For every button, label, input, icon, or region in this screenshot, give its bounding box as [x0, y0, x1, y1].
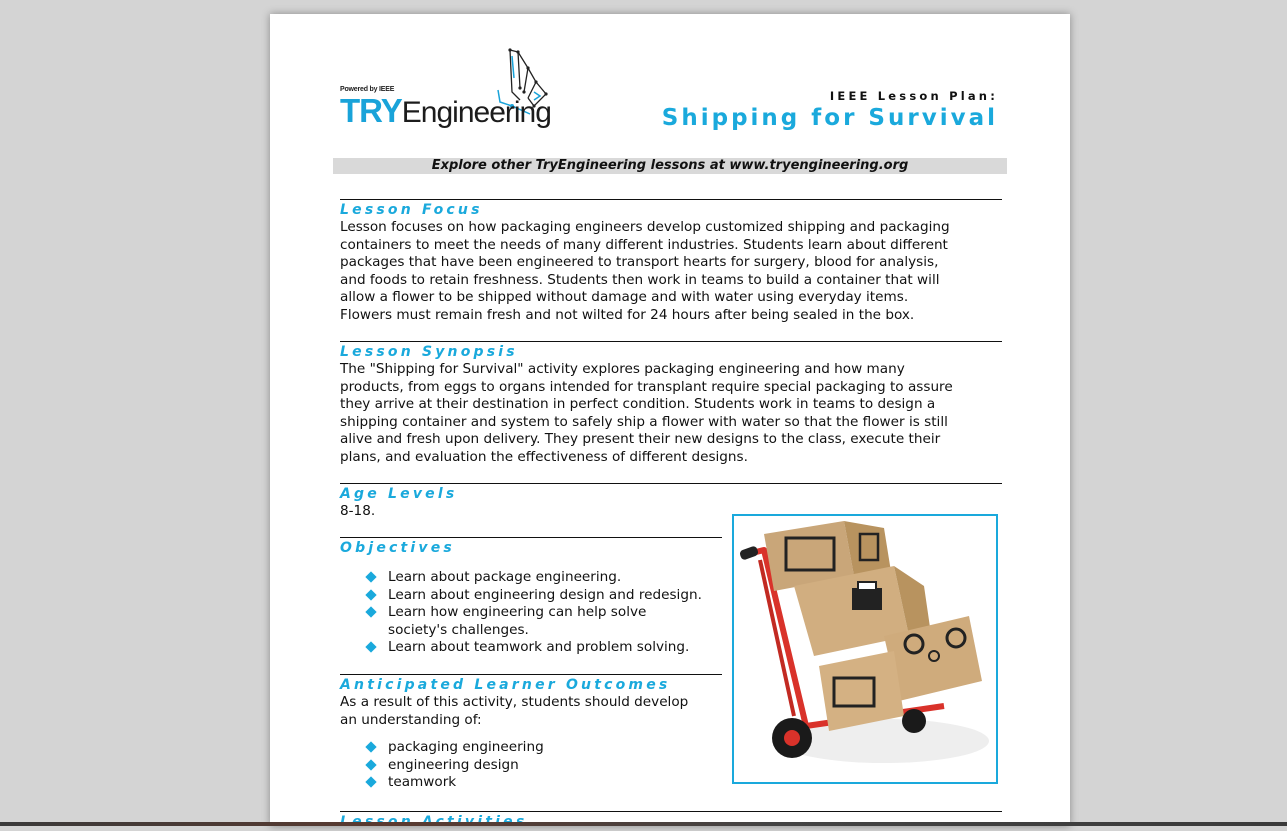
logo-wordmark: [340, 94, 551, 130]
text-line: an understanding of:: [340, 711, 482, 728]
taskbar-strip: [0, 822, 1287, 826]
lesson-activities-section: [340, 811, 1002, 831]
divider: [340, 674, 722, 675]
divider: [340, 483, 1002, 484]
tryengineering-logo: [340, 48, 550, 132]
outcomes-list: [340, 739, 722, 792]
section-title: Age Levels: [340, 486, 458, 502]
text-line: plans, and evaluation the effectiveness of different designs.: [340, 448, 748, 465]
lesson-synopsis-section: [340, 341, 1002, 466]
document-page: [270, 14, 1070, 826]
section-title: Lesson Focus: [340, 202, 483, 218]
plan-label: IEEE Lesson Plan:: [829, 89, 998, 103]
diamond-bullet-icon: [365, 741, 376, 752]
logo-engineering: Engineering: [401, 96, 551, 129]
section-title: Objectives: [340, 540, 455, 556]
logo-try: TRY: [340, 92, 402, 129]
divider: [340, 341, 1002, 342]
text-line: shipping container and system to safely ship a flower with water so that the flower is still: [340, 413, 948, 430]
section-title: Lesson Synopsis: [340, 344, 518, 360]
text-line: As a result of this activity, students should develop: [340, 694, 689, 710]
powered-by-ieee: Powered by IEEE: [340, 86, 395, 93]
diamond-bullet-icon: [365, 589, 376, 600]
diamond-bullet-icon: [365, 776, 376, 787]
list-item: Learn about engineering design and redesign.: [340, 587, 722, 605]
section-body: [340, 219, 1002, 324]
list-item: Learn how engineering can help solve: [340, 604, 722, 622]
page-title: Shipping for Survival: [661, 105, 998, 131]
objectives-section: [340, 537, 722, 657]
list-item-continuation: society's challenges.: [388, 621, 529, 638]
hand-truck-boxes-image: [732, 514, 998, 784]
text-line: Lesson focuses on how packaging engineers develop customized shipping and packaging: [340, 219, 950, 235]
text-line: Flowers must remain fresh and not wilted for 24 hours after being sealed in the box.: [340, 306, 915, 323]
divider: [340, 199, 1002, 200]
text-line: and foods to retain freshness. Students then work in teams to build a container that will: [340, 271, 940, 288]
learner-outcomes-section: [340, 674, 722, 792]
lesson-focus-section: [340, 199, 1002, 324]
hand-truck-illustration: [734, 516, 996, 782]
text-line: The "Shipping for Survival" activity explores packaging engineering and how many: [340, 361, 905, 377]
text-line: alive and fresh upon delivery. They present their new designs to the class, execute their: [340, 431, 941, 447]
list-item: engineering design: [340, 757, 722, 775]
list-item: packaging engineering: [340, 739, 722, 757]
text-line: allow a flower to be shipped without damage and with water using everyday items.: [340, 289, 909, 305]
section-body: [340, 361, 1002, 466]
list-item: teamwork: [340, 774, 722, 792]
age-levels-value: 8-18.: [340, 503, 376, 519]
text-line: packages that have been engineered to transport hearts for surgery, blood for analysis,: [340, 254, 939, 270]
diamond-bullet-icon: [365, 641, 376, 652]
section-title: Anticipated Learner Outcomes: [340, 677, 671, 693]
diamond-bullet-icon: [365, 571, 376, 582]
divider: [340, 537, 722, 538]
text-line: they arrive at their destination in perfect condition. Students work in teams to design a: [340, 396, 936, 412]
list-item: Learn about teamwork and problem solving.: [340, 639, 722, 657]
list-item: Learn about package engineering.: [340, 569, 722, 587]
diamond-bullet-icon: [365, 759, 376, 770]
explore-banner[interactable]: Explore other TryEngineering lessons at www.tryengineering.org: [333, 158, 1007, 174]
objectives-list: [340, 569, 722, 657]
text-line: containers to meet the needs of many different industries. Students learn about different: [340, 236, 948, 253]
document-header: [662, 89, 998, 131]
diamond-bullet-icon: [365, 606, 376, 617]
section-body: [340, 694, 722, 729]
text-line: products, from eggs to organs intended for transplant require special packaging to assure: [340, 378, 953, 395]
divider: [340, 811, 1002, 812]
